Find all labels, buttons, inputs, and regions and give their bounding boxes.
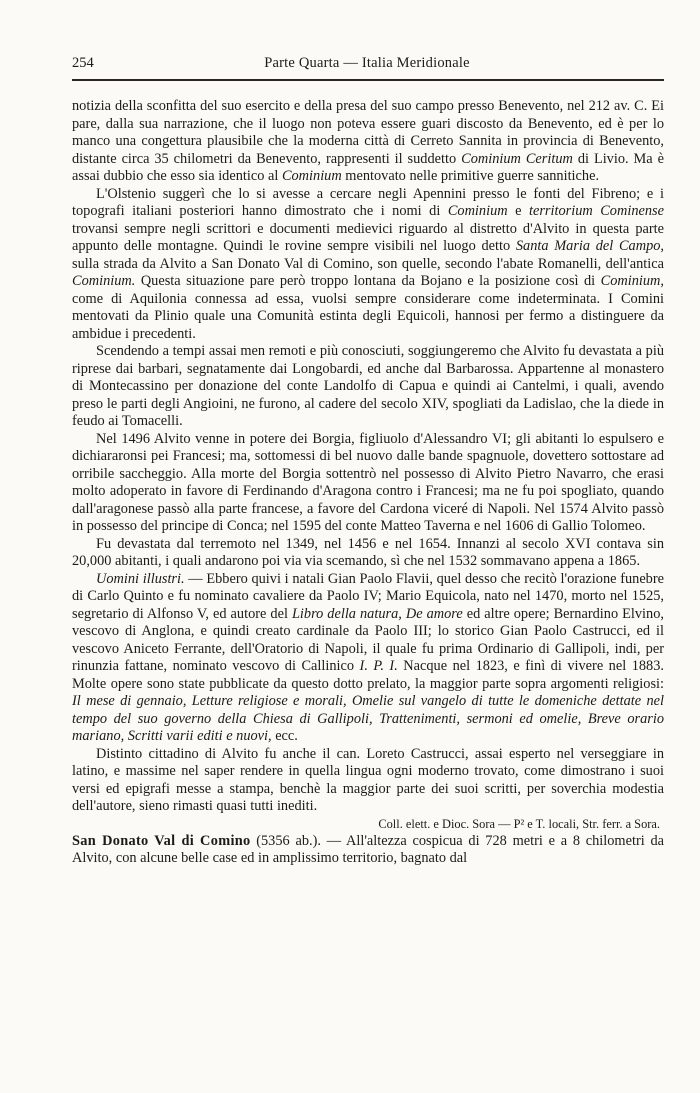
page-header bbox=[72, 52, 662, 74]
paragraph-castrucci: Distinto cittadino di Alvito fu anche il can. Loreto Castrucci, assai esperto nel verseggiare in latino, e massime nel saper rendere in quella lingua ogni moderno trovato, come dimostrano i suoi versi ed epigrafi messe a stampa, benchè la maggior parte dei suoi scritti, per soverchia modestia dell'autore, sieno rimasti quasi tutti inediti. bbox=[72, 745, 664, 814]
paragraph-borgia: Nel 1496 Alvito venne in potere dei Borgia, figliuolo d'Alessandro VI; gli abitanti lo espulsero e dichiararonsi pei Francesi; ma, sottomessi di bel nuovo dalle bande spagnuole, dovettero sottostare ad orribile saccheggio. Alla morte del Borgia sottentrò nel possesso di Alvito Pietro Navarro, che erasi molto adoperato in favore di Ferdinando d'Aragona contro i Francesi; ma ne fu poi spogliato, quando dall'aragonese passò alla parte francese, a favore del Cardona viceré di Napoli. Nel 1574 Alvito passò in possesso del principe di Conca; nel 1595 del conte Matteo Taverna e nel 1606 di Gallio Tolomeo. bbox=[72, 430, 664, 534]
paragraph-livio: notizia della sconfitta del suo esercito e della presa del suo campo presso Benevento, nel 212 av. C. Ei pare, dalla sua narrazione, che il luogo non poteva essere guari discosto da Benevento, ed è per lo manco una congettura plausibile che la moderna città di Cerreto Sannita in provincia di Benevento, distante circa 35 chilometri da Benevento, rappresenti il suddetto Cominium Ceritum di Livio. Ma è assai dubbio che esso sia identico al Cominium mentovato nelle primitive guerre sannitiche. bbox=[72, 98, 664, 184]
paragraph-illustrious-men: Uomini illustri. — Ebbero quivi i natali Gian Paolo Flavii, quel desso che recitò l'orazione funebre di Carlo Quinto e fu nominato cavaliere da Paolo IV; Mario Equicola, nato nel 1470, morto nel 1525, segretario di Alfonso V, ed autore del Libro della natura, De amore ed altre opere; Bernardino Elvino, vescovo di Anglona, e quindi creato cardinale da Paolo III; lo storico Gian Paolo Castrucci, ed il vescovo Aniceto Ferrante, dell'Oratorio di Napoli, il quale fu prima Ordinario di Gallipoli, indi, per rinunzia fattane, nominato vescovo di Callinico I. P. I. Nacque nel 1823, e finì di vivere nel 1883. Molte opere sono state pubblicate da questo dotto prelato, la maggior parte sopra argomenti religiosi: Il mese di gennaio, Letture religiose e morali, Omelie sul vangelo di tutte le domeniche dettate nel tempo del suo governo della Chiesa di Gallipoli, Trattenimenti, sermoni ed omelie, Breve orario mariano, Scritti varii editi e nuovi, ecc. bbox=[72, 570, 664, 744]
header-rule bbox=[72, 79, 664, 81]
paragraph-earthquake: Fu devastata dal terremoto nel 1349, nel 1456 e nel 1654. Innanzi al secolo XVI contava sin 20,000 abitanti, i quali andarono poi via via scemando, sì che nel 1532 sommavano appena a 1865. bbox=[72, 535, 664, 569]
entry-title: San Donato Val di Comino bbox=[72, 832, 251, 849]
paragraph-olstenio: L'Olstenio suggerì che lo si avesse a cercare negli Apennini presso le fonti del Fibreno; e i topografi italiani posteriori hanno dimostrato che i nomi di Cominium e territorium Cominense trovansi sempre negli scrittori e documenti medievici riguardo al distretto d'Alvito in questa parte appunto delle montagne. Quindi le rovine sempre visibili nel luogo detto Santa Maria del Campo, sulla strada da Alvito a San Donato Val di Comino, son quelle, secondo l'abate Romanelli, dell'antica Cominium. Questa situazione pare però troppo lontana da Bojano e la posizione così di Cominium, come di Aquilonia connessa ad essa, vuolsi sempre considerare come indeterminata. I Comini mentovati da Plinio quale una Comunità estinta degli Equicoli, hannosi per fermo a distinguere da ambidue i precedenti. bbox=[72, 185, 665, 342]
entry-text: (5356 ab.). — All'altezza cospicua di 728 metri e a 8 chilometri da Alvito, con alcune belle case ed in amplissimo territorio, bagnato dal bbox=[72, 832, 664, 866]
body-text bbox=[72, 98, 664, 868]
running-title: Parte Quarta — Italia Meridionale bbox=[264, 55, 470, 71]
entry-san-donato bbox=[72, 833, 664, 868]
paragraph-history: Scendendo a tempi assai men remoti e più conosciuti, soggiungeremo che Alvito fu devastata a più riprese dai barbari, segnatamente dai Longobardi, ed anche dal Barbarossa. Appartenne al monastero di Montecassino per donazione del conte Landolfo di Capua e quindi ai Cantelmi, i quali, avendo preso le parti degli Angioini, ne furono, al cadere del secolo XIV, spogliati da Ladislao, che la diede in feudo ai Tomacelli. bbox=[72, 343, 664, 429]
electoral-note: Coll. elett. e Dioc. Sora — P² e T. locali, Str. ferr. a Sora. bbox=[378, 816, 660, 831]
page-number: 254 bbox=[72, 55, 94, 71]
